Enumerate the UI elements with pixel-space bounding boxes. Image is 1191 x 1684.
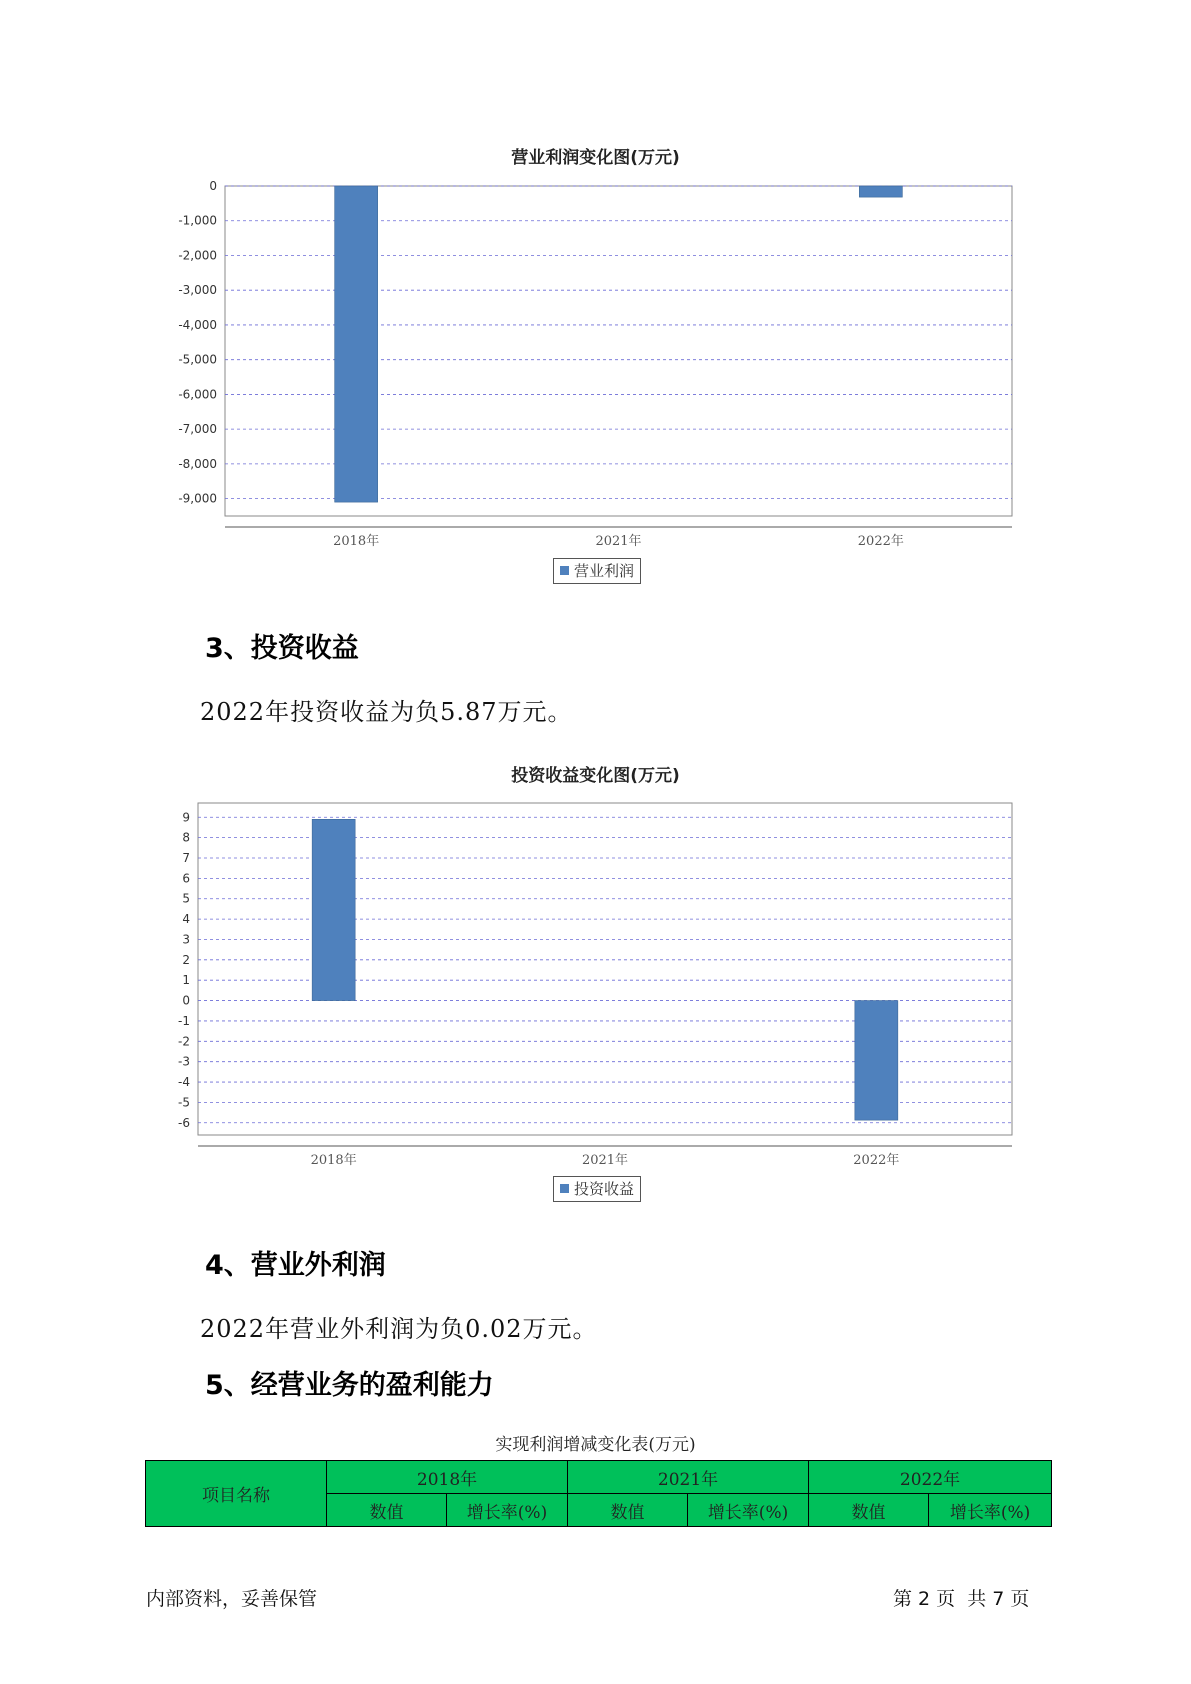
y-tick-label: 4	[182, 912, 190, 927]
bar	[855, 1001, 898, 1121]
footer-page-number: 第 2 页 共 7 页	[893, 1588, 1030, 1610]
section-3-text: 2022年投资收益为负5.87万元。	[200, 698, 573, 726]
footer-confidential: 内部资料，妥善保管	[146, 1588, 318, 1610]
bar	[312, 819, 355, 1000]
x-tick-label: 2022年	[857, 534, 904, 549]
y-tick-label: 7	[182, 850, 190, 865]
y-tick-label: -8,000	[178, 456, 217, 471]
item-name-header: 项目名称	[146, 1461, 327, 1527]
y-tick-label: -7,000	[178, 422, 217, 437]
x-tick-label: 2018年	[333, 534, 380, 549]
y-tick-label: 1	[182, 973, 190, 988]
table-caption: 实现利润增减变化表(万元)	[495, 1435, 696, 1455]
y-tick-label: 8	[182, 830, 190, 845]
y-tick-label: -2,000	[178, 248, 217, 263]
y-tick-label: 0	[209, 179, 217, 193]
x-tick-label: 2021年	[595, 534, 642, 549]
y-tick-label: -5,000	[178, 352, 217, 367]
y-tick-label: 3	[182, 932, 190, 947]
x-tick-label: 2018年	[310, 1153, 357, 1168]
year-header: 2021年	[568, 1461, 809, 1494]
section-4-text: 2022年营业外利润为负0.02万元。	[200, 1315, 598, 1343]
x-tick-label: 2022年	[853, 1153, 900, 1168]
growth-rate-header: 增长率(%)	[688, 1494, 809, 1527]
value-header: 数值	[568, 1494, 688, 1527]
value-header: 数值	[809, 1494, 929, 1527]
y-tick-label: -4,000	[178, 317, 217, 332]
section-3-heading: 3、投资收益	[205, 633, 359, 664]
chart1-title: 营业利润变化图(万元)	[511, 148, 680, 168]
y-tick-label: -6	[178, 1115, 190, 1130]
legend-swatch	[560, 1184, 569, 1193]
section-4-heading: 4、营业外利润	[205, 1250, 386, 1281]
growth-rate-header: 增长率(%)	[447, 1494, 568, 1527]
y-tick-label: -6,000	[178, 387, 217, 402]
y-tick-label: -3	[178, 1054, 190, 1069]
y-tick-label: 9	[182, 810, 190, 825]
year-header: 2022年	[809, 1461, 1052, 1494]
legend-label: 投资收益	[574, 1180, 635, 1198]
y-tick-label: -1,000	[178, 213, 217, 228]
section-5-heading: 5、经营业务的盈利能力	[205, 1370, 494, 1401]
y-tick-label: -9,000	[178, 491, 217, 506]
y-tick-label: 2	[182, 952, 190, 967]
chart2-legend	[553, 1176, 641, 1202]
legend-label: 营业利润	[574, 562, 635, 580]
y-tick-label: -1	[178, 1013, 190, 1028]
y-tick-label: 5	[182, 891, 190, 906]
y-tick-label: 6	[182, 871, 190, 886]
growth-rate-header: 增长率(%)	[929, 1494, 1052, 1527]
year-header: 2018年	[327, 1461, 568, 1494]
chart2-title: 投资收益变化图(万元)	[511, 766, 680, 786]
y-tick-label: -4	[178, 1075, 190, 1090]
x-tick-label: 2021年	[581, 1153, 629, 1168]
y-tick-label: -5	[178, 1095, 190, 1110]
y-tick-label: -3,000	[178, 283, 217, 298]
y-tick-label: -2	[178, 1034, 190, 1049]
profit-change-table	[145, 1460, 1052, 1527]
y-tick-label: 0	[182, 993, 190, 1008]
value-header: 数值	[327, 1494, 447, 1527]
